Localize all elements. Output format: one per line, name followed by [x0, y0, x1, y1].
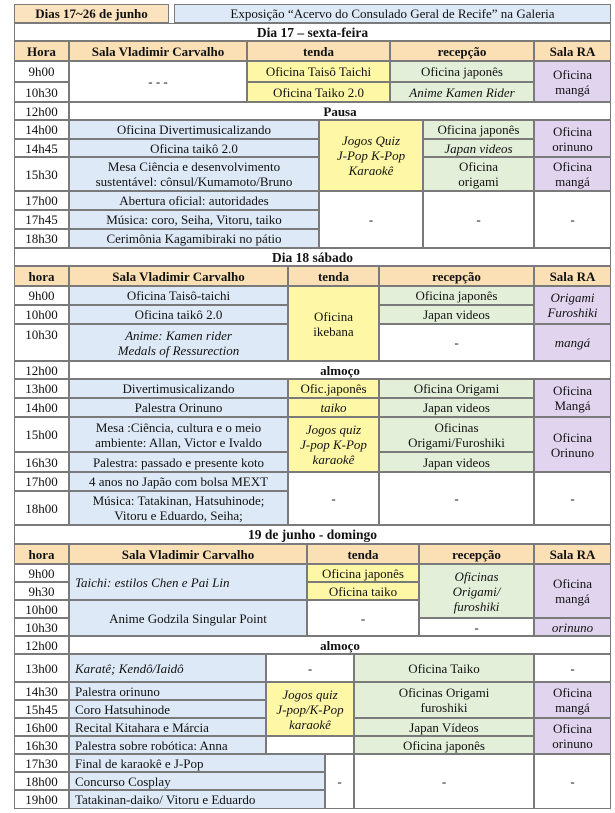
day3-time: 9h30 — [14, 582, 69, 600]
exhibition-header: Exposição “Acervo do Consulado Geral de Recife” na Galeria — [174, 4, 611, 23]
day1-tenda-taiso: Oficina Taisô Taichi — [247, 61, 390, 82]
day2-sala-palestra: Palestra Orinuno — [69, 398, 288, 417]
day2-time: 16h30 — [14, 452, 69, 472]
day2-time: 13h00 — [14, 379, 69, 398]
day2-time: 15h00 — [14, 417, 69, 452]
day3-recepcao-origami2: Oficinas Origami furoshiki — [354, 682, 534, 718]
day1-sala-cerimonia: Cerimônia Kagamibiraki no pátio — [69, 229, 319, 248]
day2-sala-divert: Divertimusicalizando — [69, 379, 288, 398]
day2-time: 10h00 — [14, 305, 69, 324]
day2-sala-musica: Música: Tatakinan, Hatsuhinode; Vitoru e Eduardo, Seiha; — [69, 491, 288, 525]
day3-sala-coro: Coro Hatsuhinode — [69, 700, 266, 718]
day1-header-hora: Hora — [14, 41, 69, 61]
day3-recepcao-taiko: Oficina Taiko — [354, 654, 534, 682]
day2-recepcao-dash2: - — [379, 472, 534, 525]
day3-tenda-empty — [266, 736, 354, 754]
dates-header: Dias 17~26 de junho — [14, 4, 169, 23]
day3-time: 19h00 — [14, 790, 69, 809]
day2-ra-orinuno: Oficina Orinuno — [534, 417, 611, 472]
day2-time: 10h30 — [14, 324, 69, 361]
day1-tenda-jogos: Jogos Quiz J-Pop K-Pop Karaokê — [319, 120, 423, 191]
day2-time: 9h00 — [14, 286, 69, 305]
day1-time: 17h00 — [14, 191, 69, 210]
day1-header-recepcao: recepção — [390, 41, 534, 61]
day2-tenda-jogos: Jogos quiz J-pop K-Pop karaokê — [288, 417, 379, 472]
day2-ra-origami: Origami Furoshiki — [534, 286, 611, 324]
day3-recepcao-japones: Oficina japonês — [354, 736, 534, 754]
day3-sala-taichi: Taichi: estilos Chen e Pai Lin — [69, 564, 307, 600]
day3-ra-manga: Oficina mangá — [534, 564, 611, 618]
day3-recepcao-videos: Japan Vídeos — [354, 718, 534, 736]
day3-recepcao-dash2: - — [354, 754, 534, 809]
day2-time: 12h00 — [14, 361, 69, 379]
day2-sala-palestra2: Palestra: passado e presente koto — [69, 452, 288, 472]
day2-sala-anime: Anime: Kamen rider Medals of Ressurection — [69, 324, 288, 361]
day1-time: 10h30 — [14, 82, 69, 102]
day3-tenda-dash: - — [266, 654, 354, 682]
day1-recepcao-japones2: Oficina japonês — [423, 120, 534, 139]
day2-title: Dia 18 sábado — [14, 248, 611, 266]
day1-recepcao-japones: Oficina japonês — [390, 61, 534, 82]
day2-tenda-taiko: taiko — [288, 398, 379, 417]
day1-sala-mesa: Mesa Ciência e desenvolvimento sustentável: cônsul/Kumamoto/Bruno — [69, 157, 319, 191]
day3-time: 13h00 — [14, 654, 69, 682]
day3-header-sala: Sala Vladimir Carvalho — [69, 544, 307, 564]
day3-almoco: almoço — [69, 636, 611, 654]
day1-title: Dia 17 – sexta-feira — [14, 23, 611, 41]
day2-tenda-dash: - — [288, 472, 379, 525]
day1-header-tenda: tenda — [247, 41, 390, 61]
day1-tenda-taiko: Oficina Taiko 2.0 — [247, 82, 390, 102]
day3-header-ra: Sala RA — [534, 544, 611, 564]
day3-ra-orinuno: orinuno — [534, 618, 611, 636]
day3-recepcao-origami: Oficinas Origami/ furoshiki — [419, 564, 534, 618]
day2-recepcao-videos3: Japan videos — [379, 452, 534, 472]
day1-sala-divert: Oficina Divertimusicalizando — [69, 120, 319, 139]
day2-ra-dash: - — [534, 472, 611, 525]
day1-header-ra: Sala RA — [534, 41, 611, 61]
day3-recepcao-dash: - — [419, 618, 534, 636]
day2-recepcao-origami-furoshiki: Oficinas Origami/Furoshiki — [379, 417, 534, 452]
day1-pausa: Pausa — [69, 102, 611, 120]
day3-sala-recital: Recital Kitahara e Márcia — [69, 718, 266, 736]
day1-time: 14h45 — [14, 139, 69, 157]
day1-ra-orinuno: Oficina orinuno — [534, 120, 611, 157]
day1-time: 18h30 — [14, 229, 69, 248]
day2-recepcao-videos: Japan videos — [379, 305, 534, 324]
day3-tenda-dash2: - — [325, 754, 354, 809]
day2-ra-manga: mangá — [534, 324, 611, 361]
day2-sala-mesa: Mesa :Ciência, cultura e o meio ambiente: Allan, Victor e Ivaldo — [69, 417, 288, 452]
day2-header-tenda: tenda — [288, 266, 379, 286]
day3-tenda-taiko: Oficina taiko — [307, 582, 419, 600]
day1-time: 9h00 — [14, 61, 69, 82]
day1-sala-empty: - - - — [69, 61, 247, 102]
day3-sala-robotica: Palestra sobre robótica: Anna — [69, 736, 266, 754]
day3-sala-concurso: Concurso Cosplay — [69, 772, 325, 790]
day3-time: 14h30 — [14, 682, 69, 700]
day1-sala-musica: Música: coro, Seiha, Vitoru, taiko — [69, 210, 319, 229]
day3-header-recepcao: recepção — [419, 544, 534, 564]
day2-header-recepcao: recepção — [379, 266, 534, 286]
day1-time: 12h00 — [14, 102, 69, 120]
day1-time: 17h45 — [14, 210, 69, 229]
day3-ra-dash2: - — [534, 754, 611, 809]
day3-ra-dash: - — [534, 654, 611, 682]
day3-tenda-dash: - — [307, 600, 419, 636]
day3-sala-karate: Karatê; Kendô/Iaidô — [69, 654, 266, 682]
day3-ra-manga2: Oficina mangá — [534, 682, 611, 718]
day2-tenda-japones: Ofic.japonês — [288, 379, 379, 398]
day2-almoco: almoço — [69, 361, 611, 379]
day3-tenda-jogos: Jogos quiz J-pop/K-Pop karaokê — [266, 682, 354, 736]
day1-sala-abertura: Abertura oficial: autoridades — [69, 191, 319, 210]
day3-sala-tatakinan: Tatakinan-daiko/ Vitoru e Eduardo — [69, 790, 325, 809]
day2-recepcao-dash: - — [379, 324, 534, 361]
day2-sala-mext: 4 anos no Japão com bolsa MEXT — [69, 472, 288, 491]
day1-header-sala: Sala Vladimir Carvalho — [69, 41, 247, 61]
day3-sala-godzila: Anime Godzila Singular Point — [69, 600, 307, 636]
day2-header-ra: Sala RA — [534, 266, 611, 286]
day1-ra-manga2: Oficina mangá — [534, 157, 611, 191]
day3-time: 18h00 — [14, 772, 69, 790]
day2-recepcao-origami: Oficina Origami — [379, 379, 534, 398]
day1-ra-manga: Oficina mangá — [534, 61, 611, 102]
day1-sala-taiko: Oficina taikô 2.0 — [69, 139, 319, 157]
day3-time: 12h00 — [14, 636, 69, 654]
day3-tenda-japones: Oficina japonês — [307, 564, 419, 582]
day1-recepcao-origami: Oficina origami — [423, 157, 534, 191]
day3-sala-palestra: Palestra orinuno — [69, 682, 266, 700]
day2-recepcao-videos2: Japan videos — [379, 398, 534, 417]
day3-time: 9h00 — [14, 564, 69, 582]
day2-tenda-ikebana: Oficina ikebana — [288, 286, 379, 361]
day3-title: 19 de junho - domingo — [14, 525, 611, 544]
day3-time: 16h30 — [14, 736, 69, 754]
day3-time: 10h00 — [14, 600, 69, 618]
day2-time: 18h00 — [14, 491, 69, 525]
day2-header-sala: Sala Vladimir Carvalho — [69, 266, 288, 286]
day3-time: 15h45 — [14, 700, 69, 718]
day1-tenda-dash: - — [319, 191, 423, 248]
day1-recepcao-dash: - — [423, 191, 534, 248]
day2-sala-taiso: Oficina Taisô-taichi — [69, 286, 288, 305]
day3-time: 10h30 — [14, 618, 69, 636]
day1-recepcao-videos: Japan videos — [423, 139, 534, 157]
day1-time: 15h30 — [14, 157, 69, 191]
day3-header-tenda: tenda — [307, 544, 419, 564]
day1-ra-dash: - — [534, 191, 611, 248]
day3-ra-orinuno2: Oficina orinuno — [534, 718, 611, 754]
day3-time: 17h30 — [14, 754, 69, 772]
day3-time: 16h00 — [14, 718, 69, 736]
day1-time: 14h00 — [14, 120, 69, 139]
day3-header-hora: hora — [14, 544, 69, 564]
day2-time: 14h00 — [14, 398, 69, 417]
day2-ra-manga2: Oficina Mangá — [534, 379, 611, 417]
day2-time: 17h00 — [14, 472, 69, 491]
day1-recepcao-anime: Anime Kamen Rider — [390, 82, 534, 102]
day2-header-hora: hora — [14, 266, 69, 286]
day3-sala-final: Final de karaokê e J-Pop — [69, 754, 325, 772]
day2-sala-taiko: Oficina taikô 2.0 — [69, 305, 288, 324]
day2-recepcao-japones: Oficina japonês — [379, 286, 534, 305]
